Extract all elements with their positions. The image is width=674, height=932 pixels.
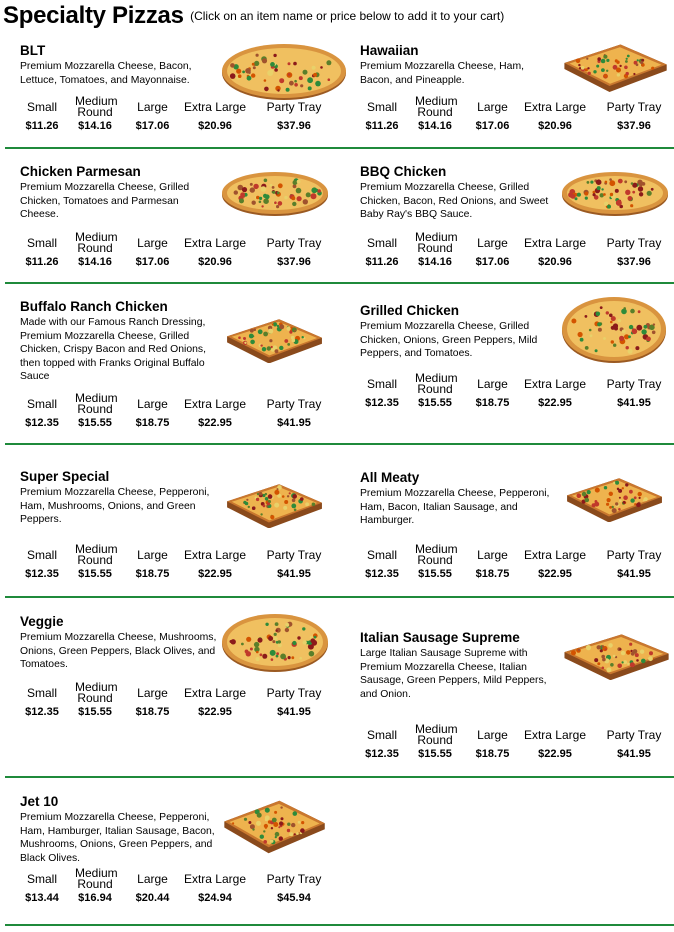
item-name-link[interactable]: All Meaty	[360, 470, 420, 485]
size-label: Large	[137, 397, 168, 411]
price-value[interactable]: $41.95	[617, 748, 651, 760]
size-label: Medium Round	[75, 866, 118, 891]
price-value[interactable]: $37.96	[277, 256, 311, 268]
price-option[interactable]	[518, 373, 592, 409]
price-value[interactable]: $22.95	[538, 397, 572, 409]
price-value[interactable]: $22.95	[198, 706, 232, 718]
item-description: Made with our Famous Ranch Dressing, Premium Mozzarella Cheese, Grilled Chicken, Crispy Bacon and Red Onions, then topped with Franks Original Buffalo Sauce	[20, 317, 206, 382]
size-label: Small	[366, 236, 397, 250]
price-option[interactable]	[256, 682, 332, 718]
price-row	[360, 96, 674, 132]
price-value[interactable]: $14.16	[78, 120, 112, 132]
price-option[interactable]	[64, 682, 126, 718]
size-label: Party Tray	[606, 236, 662, 250]
price-value[interactable]: $14.16	[78, 256, 112, 268]
price-value[interactable]: $15.55	[78, 417, 112, 429]
price-value[interactable]: $15.55	[78, 568, 112, 580]
size-label: Medium Round	[75, 230, 118, 255]
size-label: Extra Large	[523, 377, 587, 391]
price-option[interactable]	[596, 96, 672, 132]
price-value[interactable]: $37.96	[617, 120, 651, 132]
item-description: Premium Mozzarella Cheese, Grilled Chicken, Onions, Green Peppers, Mild Peppers, and Tomatoes.	[360, 321, 538, 359]
size-label: Party Tray	[266, 236, 322, 250]
price-value[interactable]: $14.16	[418, 256, 452, 268]
item-name-link[interactable]: Super Special	[20, 469, 110, 484]
price-option[interactable]	[470, 96, 515, 132]
price-option[interactable]	[130, 232, 175, 268]
size-label: Small	[366, 100, 397, 114]
size-label: Extra Large	[183, 100, 247, 114]
price-value[interactable]: $20.96	[538, 120, 572, 132]
price-value[interactable]: $24.94	[198, 892, 232, 904]
price-option[interactable]	[596, 232, 672, 268]
price-option[interactable]	[404, 544, 466, 580]
price-option[interactable]	[256, 544, 332, 580]
price-option[interactable]	[256, 393, 332, 429]
price-option[interactable]	[178, 232, 252, 268]
price-option[interactable]	[470, 373, 515, 409]
price-value[interactable]: $41.95	[277, 568, 311, 580]
price-option[interactable]	[596, 724, 672, 760]
price-value[interactable]: $22.95	[198, 417, 232, 429]
price-option[interactable]	[178, 96, 252, 132]
size-label: Party Tray	[266, 548, 322, 562]
price-value[interactable]: $12.35	[365, 397, 399, 409]
item-name-link[interactable]: Grilled Chicken	[360, 303, 460, 318]
price-option[interactable]	[518, 724, 592, 760]
size-label: Medium Round	[75, 94, 118, 119]
size-label: Small	[26, 548, 57, 562]
item-name-link[interactable]: Jet 10	[20, 794, 59, 809]
section-divider	[5, 443, 674, 445]
price-row	[360, 544, 674, 580]
item-name-link[interactable]: Chicken Parmesan	[20, 164, 141, 179]
size-label: Party Tray	[606, 728, 662, 742]
price-value[interactable]: $18.75	[475, 748, 510, 760]
size-label: Large	[137, 236, 168, 250]
price-value[interactable]: $41.95	[617, 397, 651, 409]
size-label: Large	[477, 100, 508, 114]
section-divider	[5, 147, 674, 149]
tray-pizza-image	[563, 476, 665, 522]
size-label: Extra Large	[183, 872, 247, 886]
price-row	[360, 373, 674, 409]
item-description: Premium Mozzarella Cheese, Grilled Chicken, Bacon, Red Onions, and Sweet Baby Ray's BBQ Sauce.	[360, 182, 549, 220]
price-value[interactable]: $18.75	[475, 568, 510, 580]
price-row	[20, 232, 338, 268]
menu-item	[20, 466, 338, 584]
price-option[interactable]	[360, 373, 404, 409]
menu-item	[360, 162, 674, 272]
round-pizza-image	[560, 170, 670, 216]
price-value[interactable]: $13.44	[25, 892, 59, 904]
price-value[interactable]: $15.55	[78, 706, 112, 718]
price-option[interactable]	[360, 724, 404, 760]
page-instruction: (Click on an item name or price below to add it to your cart)	[190, 9, 505, 23]
item-name-link[interactable]: Italian Sausage Supreme	[360, 630, 520, 645]
section-divider	[5, 776, 674, 778]
price-value[interactable]: $20.96	[198, 120, 232, 132]
tray-pizza-image	[560, 632, 672, 680]
price-value[interactable]: $11.26	[365, 256, 399, 268]
size-label: Extra Large	[183, 548, 247, 562]
round-pizza-image	[220, 42, 348, 100]
section-divider	[5, 596, 674, 598]
price-option[interactable]	[178, 544, 252, 580]
price-value[interactable]: $17.06	[135, 120, 170, 132]
menu-item	[20, 612, 338, 722]
menu-item	[360, 297, 674, 413]
size-label: Extra Large	[523, 236, 587, 250]
price-option[interactable]	[470, 232, 515, 268]
menu-item	[360, 612, 674, 764]
item-description: Premium Mozzarella Cheese, Grilled Chicken, Tomatoes and Parmesan Cheese.	[20, 182, 190, 220]
price-option[interactable]	[596, 544, 672, 580]
round-pizza-image	[220, 170, 330, 216]
item-description: Premium Mozzarella Cheese, Pepperoni, Ham, Mushrooms, Onions, and Green Peppers.	[20, 487, 210, 525]
price-option[interactable]	[130, 682, 175, 718]
price-option[interactable]	[470, 724, 515, 760]
size-label: Party Tray	[606, 377, 662, 391]
menu-item	[20, 792, 338, 908]
size-label: Medium Round	[415, 722, 458, 747]
size-label: Party Tray	[606, 548, 662, 562]
tray-pizza-image	[220, 798, 328, 854]
item-description: Large Italian Sausage Supreme with Premium Mozzarella Cheese, Italian Sausage, Green Peppers, Mild Peppers, and Onion.	[360, 648, 547, 700]
size-label: Large	[137, 100, 168, 114]
price-value[interactable]: $17.06	[475, 256, 510, 268]
menu-item	[20, 40, 338, 136]
price-value[interactable]: $12.35	[365, 748, 399, 760]
size-label: Extra Large	[183, 686, 247, 700]
size-label: Extra Large	[183, 397, 247, 411]
price-option[interactable]	[130, 544, 175, 580]
price-value[interactable]: $22.95	[198, 568, 232, 580]
size-label: Large	[477, 377, 508, 391]
menu-item	[360, 466, 674, 584]
price-value[interactable]: $15.55	[418, 568, 452, 580]
size-label: Small	[26, 872, 57, 886]
price-option[interactable]	[178, 682, 252, 718]
size-label: Small	[26, 686, 57, 700]
price-value[interactable]: $14.16	[418, 120, 452, 132]
size-label: Small	[366, 377, 397, 391]
tray-pizza-image	[223, 482, 325, 528]
price-row	[20, 682, 338, 718]
size-label: Medium Round	[75, 680, 118, 705]
menu-item	[20, 162, 338, 272]
price-value[interactable]: $18.75	[475, 397, 510, 409]
price-value[interactable]: $18.75	[135, 706, 170, 718]
size-label: Medium Round	[415, 371, 458, 396]
item-name-link[interactable]: Veggie	[20, 614, 64, 629]
size-label: Small	[26, 397, 57, 411]
size-label: Party Tray	[266, 397, 322, 411]
size-label: Large	[137, 686, 168, 700]
size-label: Small	[366, 548, 397, 562]
size-label: Medium Round	[415, 542, 458, 567]
page-header	[3, 2, 504, 32]
price-option[interactable]	[20, 232, 64, 268]
item-name-link[interactable]: BBQ Chicken	[360, 164, 447, 179]
price-option[interactable]	[64, 393, 126, 429]
price-option[interactable]	[178, 393, 252, 429]
menu-item	[360, 40, 674, 136]
price-option[interactable]	[360, 232, 404, 268]
price-option[interactable]	[64, 232, 126, 268]
tray-pizza-image	[560, 42, 670, 92]
size-label: Medium Round	[415, 94, 458, 119]
size-label: Party Tray	[606, 100, 662, 114]
price-option[interactable]	[130, 96, 175, 132]
size-label: Large	[477, 548, 508, 562]
size-label: Extra Large	[183, 236, 247, 250]
section-divider	[5, 282, 674, 284]
price-value[interactable]: $12.35	[25, 568, 59, 580]
page-title: Specialty Pizzas	[3, 2, 184, 29]
price-value[interactable]: $17.06	[135, 256, 170, 268]
item-description: Premium Mozzarella Cheese, Pepperoni, Ham, Bacon, Italian Sausage, and Hamburger.	[360, 488, 550, 526]
price-value[interactable]: $11.26	[25, 256, 59, 268]
price-option[interactable]	[518, 544, 592, 580]
menu-item	[20, 297, 338, 433]
price-option[interactable]	[404, 96, 466, 132]
price-option[interactable]	[64, 544, 126, 580]
price-value[interactable]: $11.26	[365, 120, 399, 132]
size-label: Medium Round	[75, 391, 118, 416]
price-option[interactable]	[360, 544, 404, 580]
price-value[interactable]: $12.35	[25, 706, 59, 718]
price-option[interactable]	[20, 96, 64, 132]
price-row	[20, 868, 338, 904]
price-option[interactable]	[178, 868, 252, 904]
price-option[interactable]	[130, 393, 175, 429]
price-value[interactable]: $15.55	[418, 748, 452, 760]
price-value[interactable]: $20.44	[135, 892, 170, 904]
size-label: Large	[477, 728, 508, 742]
price-value[interactable]: $41.95	[277, 417, 311, 429]
price-value[interactable]: $18.75	[135, 417, 170, 429]
item-description: Premium Mozzarella Cheese, Ham, Bacon, and Pineapple.	[360, 61, 524, 86]
item-name-link[interactable]: Hawaiian	[360, 43, 419, 58]
price-value[interactable]: $22.95	[538, 748, 572, 760]
price-value[interactable]: $16.94	[78, 892, 112, 904]
item-description: Premium Mozzarella Cheese, Pepperoni, Ham, Hamburger, Italian Sausage, Bacon, Mushrooms, Onions, Green Peppers, and Black Olives.	[20, 812, 215, 864]
price-value[interactable]: $17.06	[475, 120, 510, 132]
price-option[interactable]	[256, 232, 332, 268]
item-name-link[interactable]: BLT	[20, 43, 46, 58]
price-option[interactable]	[518, 232, 592, 268]
price-value[interactable]: $20.96	[198, 256, 232, 268]
item-name-link[interactable]: Buffalo Ranch Chicken	[20, 299, 168, 314]
size-label: Medium Round	[75, 542, 118, 567]
price-option[interactable]	[64, 868, 126, 904]
price-option[interactable]	[404, 724, 466, 760]
size-label: Large	[137, 872, 168, 886]
price-row	[20, 544, 338, 580]
size-label: Party Tray	[266, 100, 322, 114]
price-value[interactable]: $12.35	[365, 568, 399, 580]
price-row	[20, 393, 338, 429]
price-option[interactable]	[20, 868, 64, 904]
size-label: Party Tray	[266, 686, 322, 700]
size-label: Extra Large	[523, 100, 587, 114]
round-pizza-image	[560, 295, 668, 363]
price-option[interactable]	[360, 96, 404, 132]
price-option[interactable]	[404, 373, 466, 409]
price-value[interactable]: $12.35	[25, 417, 59, 429]
size-label: Small	[26, 236, 57, 250]
size-label: Extra Large	[523, 728, 587, 742]
size-label: Large	[477, 236, 508, 250]
price-value[interactable]: $41.95	[277, 706, 311, 718]
price-value[interactable]: $37.96	[277, 120, 311, 132]
price-option[interactable]	[20, 544, 64, 580]
size-label: Small	[26, 100, 57, 114]
item-description: Premium Mozzarella Cheese, Mushrooms, Onions, Green Peppers, Black Olives, and Tomatoes.	[20, 632, 217, 670]
price-row	[360, 724, 674, 760]
price-option[interactable]	[404, 232, 466, 268]
price-option[interactable]	[64, 96, 126, 132]
price-value[interactable]: $20.96	[538, 256, 572, 268]
price-value[interactable]: $11.26	[25, 120, 59, 132]
price-value[interactable]: $37.96	[617, 256, 651, 268]
price-option[interactable]	[596, 373, 672, 409]
section-divider	[5, 924, 674, 926]
size-label: Extra Large	[523, 548, 587, 562]
price-option[interactable]	[20, 393, 64, 429]
price-value[interactable]: $22.95	[538, 568, 572, 580]
price-value[interactable]: $45.94	[277, 892, 311, 904]
price-value[interactable]: $41.95	[617, 568, 651, 580]
price-row	[20, 96, 338, 132]
round-pizza-image	[220, 612, 330, 672]
size-label: Small	[366, 728, 397, 742]
price-value[interactable]: $18.75	[135, 568, 170, 580]
price-option[interactable]	[130, 868, 175, 904]
price-option[interactable]	[256, 868, 332, 904]
price-value[interactable]: $15.55	[418, 397, 452, 409]
price-option[interactable]	[470, 544, 515, 580]
price-row	[360, 232, 674, 268]
price-option[interactable]	[256, 96, 332, 132]
size-label: Medium Round	[415, 230, 458, 255]
price-option[interactable]	[20, 682, 64, 718]
tray-pizza-image	[223, 317, 325, 363]
size-label: Large	[137, 548, 168, 562]
price-option[interactable]	[518, 96, 592, 132]
item-description: Premium Mozzarella Cheese, Bacon, Lettuce, Tomatoes, and Mayonnaise.	[20, 61, 192, 86]
size-label: Party Tray	[266, 872, 322, 886]
